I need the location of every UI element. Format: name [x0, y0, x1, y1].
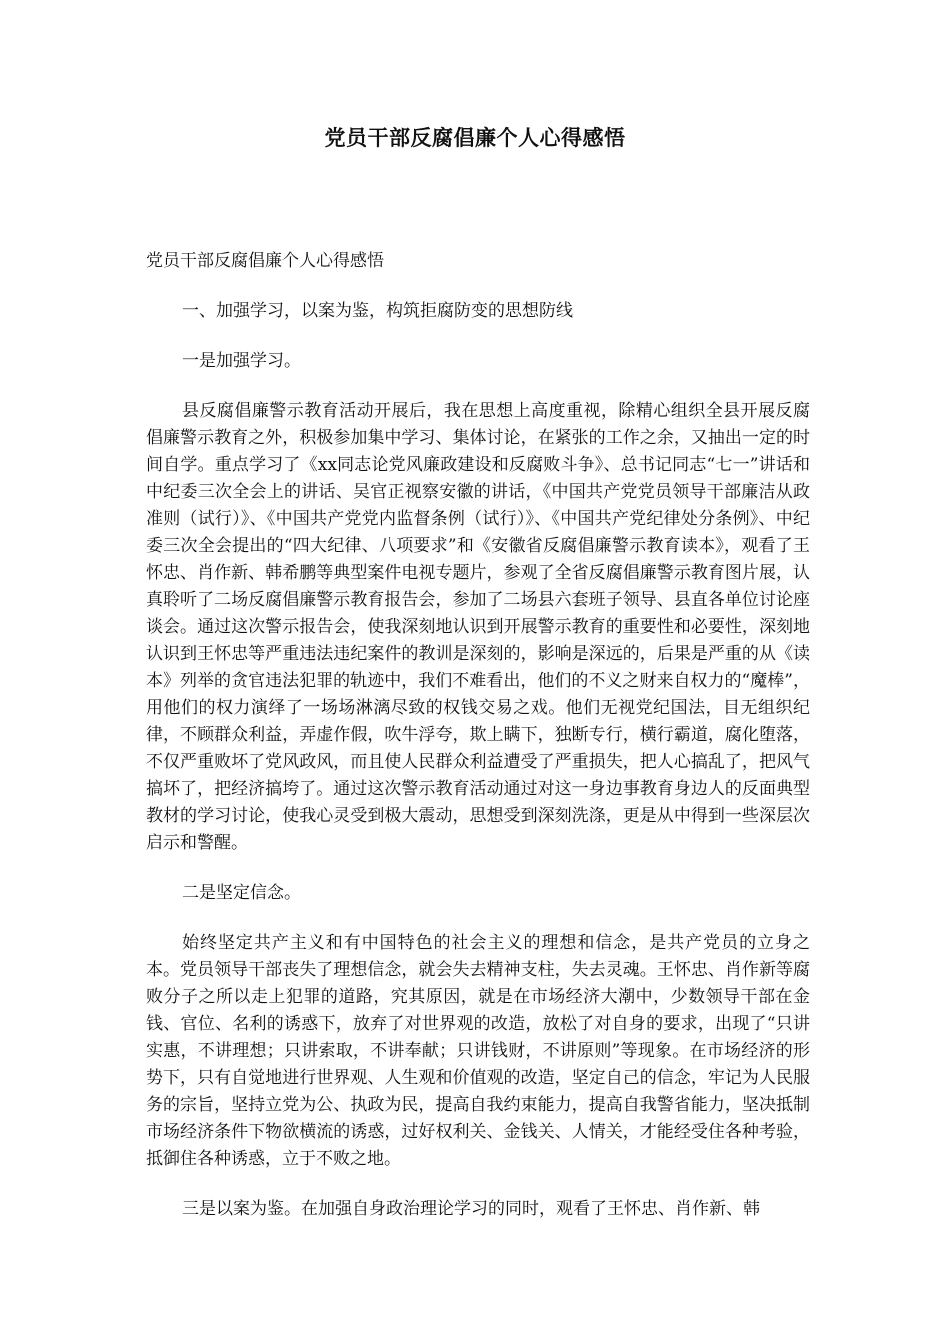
paragraph-lesson: 三是以案为鉴。在加强自身政治理论学习的同时，观看了王怀忠、肖作新、韩 [182, 1199, 760, 1219]
sub-heading-study: 一是加强学习。 [182, 351, 301, 371]
paragraph-belief: 始终坚定共产主义和有中国特色的社会主义的理想和信念，是共产党员的立身之本。党员领导干部丧失了理想信念，就会失去精神支柱，失去灵魂。王怀忠、肖作新等腐败分子之所以走上犯罪的道路，究其原因，就是在市场经济大潮中，少数领导干部在金钱、官位、名利的诱惑下，放弃了对世界观的改造，放松了对自身的要求，出现了“只讲实惠，不讲理想；只讲索取，不讲奉献；只讲钱财，不讲原则”等现象。在市场经济的形势下，只有自觉地进行世界观、人生观和价值观的改造，坚定自己的信念，牢记为人民服务的宗旨，坚持立党为公、执政为民，提高自我约束能力，提高自我警省能力，坚决抵制市场经济条件下物欲横流的诱惑，过好权利关、金钱关、人情关，才能经受住各种考验，抵御住各种诱惑，立于不败之地。 [146, 933, 810, 1169]
document-subtitle: 党员干部反腐倡廉个人心得感悟 [146, 251, 384, 271]
section-heading: 一、加强学习，以案为鉴，构筑拒腐防变的思想防线 [182, 301, 573, 321]
document-title: 党员干部反腐倡廉个人心得感悟 [324, 125, 626, 150]
document-body [146, 248, 810, 1223]
paragraph-study: 县反腐倡廉警示教育活动开展后，我在思想上高度重视，除精心组织全县开展反腐倡廉警示教育之外，积极参加集中学习、集体讨论，在紧张的工作之余，又抽出一定的时间自学。重点学习了《xx同志论党风廉政建设和反腐败斗争》、总书记同志“七一”讲话和中纪委三次全会上的讲话、吴官正视察安徽的讲话，《中国共产党党员领导干部廉洁从政准则（试行）》、《中国共产党党内监督条例（试行）》、《中国共产党纪律处分条例》、中纪委三次全会提出的“四大纪律、八项要求”和《安徽省反腐倡廉警示教育读本》，观看了王怀忠、肖作新、韩希鹏等典型案件电视专题片，参观了全省反腐倡廉警示教育图片展，认真聆听了二场反腐倡廉警示教育报告会，参加了二场县六套班子领导、县直各单位讨论座谈会。通过这次警示报告会，使我深刻地认识到开展警示教育的重要性和必要性，深刻地认识到王怀忠等严重违法违纪案件的教训是深刻的，影响是深远的，后果是严重的从《读本》列举的贪官违法犯罪的轨迹中，我们不难看出，他们的不义之财来自权力的“魔棒”，用他们的权力演绎了一场场淋漓尽致的权钱交易之戏。他们无视党纪国法，目无组织纪律，不顾群众利益，弄虚作假，吹牛浮夸，欺上瞒下，独断专行，横行霸道，腐化堕落，不仅严重败坏了党风政风，而且使人民群众利益遭受了严重损失，把人心搞乱了，把风气搞坏了，把经济搞垮了。通过这次警示教育活动通过对这一身边事教育身边人的反面典型教材的学习讨论，使我心灵受到极大震动，思想受到深刻洗涤，更是从中得到一些深层次启示和警醒。 [146, 401, 810, 853]
sub-heading-belief: 二是坚定信念。 [182, 883, 301, 903]
